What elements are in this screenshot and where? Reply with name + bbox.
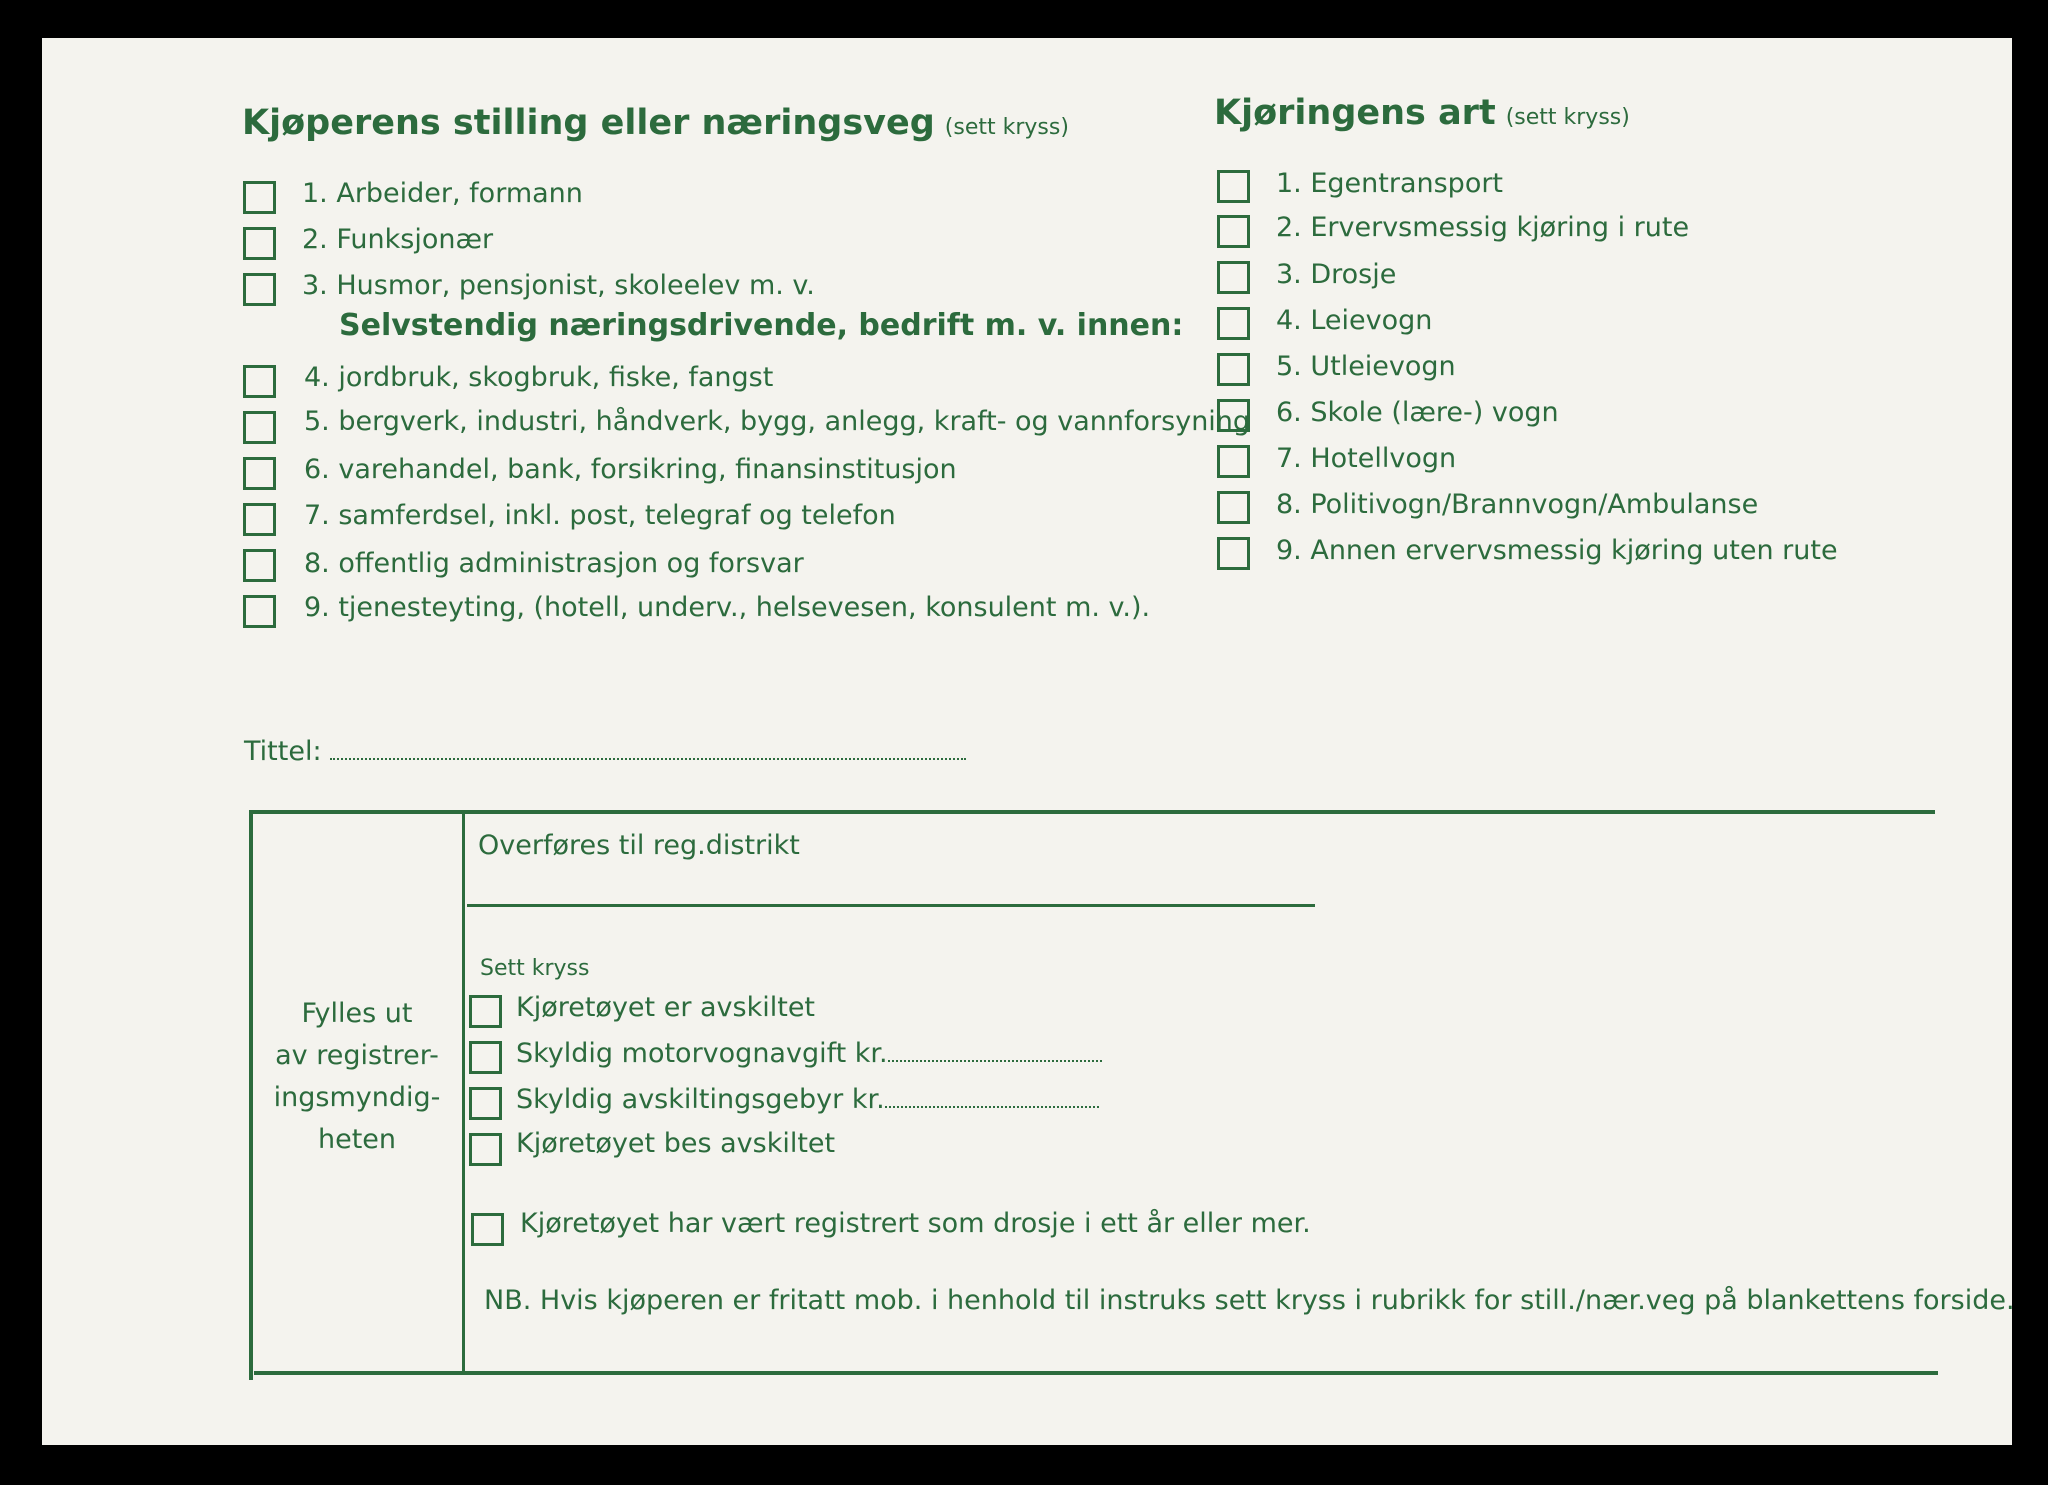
checkbox-rute[interactable] bbox=[1217, 215, 1250, 248]
checkbox-avskiltet[interactable] bbox=[469, 995, 502, 1028]
option-funksjonaer: 2. Funksjonær bbox=[302, 224, 494, 255]
checkbox-motorvognavgift[interactable] bbox=[469, 1041, 502, 1074]
option-offentlig: 8. offentlig administrasjon og forsvar bbox=[304, 548, 804, 579]
option-hotellvogn: 7. Hotellvogn bbox=[1276, 443, 1457, 474]
subheading-selvstendig: Selvstendig næringsdrivende, bedrift m. v. innen: bbox=[339, 308, 1184, 343]
checkbox-egentransport[interactable] bbox=[1217, 170, 1250, 203]
side-label-line-2: av registrer- bbox=[275, 1040, 439, 1071]
checkbox-bergverk[interactable] bbox=[243, 411, 276, 444]
bottom-box-bottom-border bbox=[254, 1371, 1938, 1375]
checkbox-utleievogn[interactable] bbox=[1217, 353, 1250, 386]
side-label-line-4: heten bbox=[317, 1124, 397, 1155]
option-samferdsel: 7. samferdsel, inkl. post, telegraf og telefon bbox=[304, 500, 896, 531]
checkbox-funksjonaer[interactable] bbox=[243, 227, 276, 260]
checkbox-annen[interactable] bbox=[1217, 537, 1250, 570]
sett-kryss-label: Sett kryss bbox=[480, 956, 590, 981]
right-title-hint: (sett kryss) bbox=[1505, 105, 1630, 130]
motorvognavgift-label: Skyldig motorvognavgift kr. bbox=[516, 1038, 888, 1069]
tittel-field[interactable] bbox=[244, 736, 966, 767]
option-skolevogn: 6. Skole (lære-) vogn bbox=[1276, 397, 1559, 428]
side-label-line-1: Fylles ut bbox=[301, 998, 413, 1029]
checkbox-arbeider[interactable] bbox=[243, 181, 276, 214]
option-arbeider: 1. Arbeider, formann bbox=[302, 178, 583, 209]
checkbox-hotellvogn[interactable] bbox=[1217, 445, 1250, 478]
checkbox-offentlig[interactable] bbox=[243, 549, 276, 582]
option-annen: 9. Annen ervervsmessig kjøring uten rute bbox=[1276, 535, 1838, 566]
checkbox-drosje-ett-ar[interactable] bbox=[471, 1213, 504, 1246]
option-husmor: 3. Husmor, pensjonist, skoleelev m. v. bbox=[302, 270, 815, 301]
option-egentransport: 1. Egentransport bbox=[1276, 168, 1504, 199]
option-bergverk: 5. bergverk, industri, håndverk, bygg, anlegg, kraft- og vannforsyning bbox=[304, 406, 1251, 437]
checkbox-leievogn[interactable] bbox=[1217, 307, 1250, 340]
transfer-label: Overføres til reg.distrikt bbox=[478, 830, 800, 861]
motorvognavgift-amount-line[interactable] bbox=[888, 1060, 1102, 1062]
bottom-box-left-border bbox=[249, 810, 253, 1380]
checkbox-tjenesteyting[interactable] bbox=[243, 595, 276, 628]
form-sheet bbox=[42, 38, 2015, 1445]
option-tjenesteyting: 9. tjenesteyting, (hotell, underv., helsevesen, konsulent m. v.). bbox=[304, 592, 1151, 623]
check-avskiltet: Kjøretøyet er avskiltet bbox=[516, 992, 816, 1023]
check-drosje-ett-ar: Kjøretøyet har vært registrert som drosje i ett år eller mer. bbox=[520, 1208, 1311, 1239]
option-politivogn: 8. Politivogn/Brannvogn/Ambulanse bbox=[1276, 489, 1759, 520]
option-jordbruk: 4. jordbruk, skogbruk, fiske, fangst bbox=[304, 362, 774, 393]
check-avskiltingsgebyr bbox=[516, 1084, 1099, 1115]
checkbox-varehandel[interactable] bbox=[243, 457, 276, 490]
checkbox-husmor[interactable] bbox=[243, 273, 276, 306]
left-title-text: Kjøperens stilling eller næringsveg bbox=[242, 103, 935, 143]
transfer-line[interactable] bbox=[467, 904, 1315, 907]
bottom-box-top-border bbox=[249, 810, 1935, 814]
checkbox-bes-avskiltet[interactable] bbox=[469, 1133, 502, 1166]
left-section-title bbox=[242, 103, 1069, 143]
option-leievogn: 4. Leievogn bbox=[1276, 305, 1433, 336]
right-title-text: Kjøringens art bbox=[1214, 93, 1496, 133]
option-varehandel: 6. varehandel, bank, forsikring, finansinstitusjon bbox=[304, 454, 957, 485]
option-drosje: 3. Drosje bbox=[1276, 259, 1397, 290]
checkbox-samferdsel[interactable] bbox=[243, 503, 276, 536]
avskiltingsgebyr-amount-line[interactable] bbox=[885, 1106, 1099, 1108]
tittel-dotted-line bbox=[330, 758, 966, 760]
checkbox-jordbruk[interactable] bbox=[243, 365, 276, 398]
avskiltingsgebyr-label: Skyldig avskiltingsgebyr kr. bbox=[516, 1084, 885, 1115]
left-title-hint: (sett kryss) bbox=[944, 115, 1069, 140]
checkbox-politivogn[interactable] bbox=[1217, 491, 1250, 524]
checkbox-avskiltingsgebyr[interactable] bbox=[469, 1087, 502, 1120]
nb-note: NB. Hvis kjøperen er fritatt mob. i henhold til instruks sett kryss i rubrikk for still./nær.veg på blankettens forside. bbox=[484, 1285, 2015, 1316]
check-bes-avskiltet: Kjøretøyet bes avskiltet bbox=[516, 1128, 836, 1159]
option-utleievogn: 5. Utleievogn bbox=[1276, 351, 1456, 382]
registry-side-label bbox=[272, 993, 442, 1161]
checkbox-skolevogn[interactable] bbox=[1217, 399, 1250, 432]
side-label-line-3: ingsmyndig- bbox=[273, 1082, 441, 1113]
option-rute: 2. Ervervsmessig kjøring i rute bbox=[1276, 212, 1690, 243]
tittel-label: Tittel: bbox=[244, 736, 322, 767]
right-section-title bbox=[1214, 93, 1630, 133]
checkbox-drosje[interactable] bbox=[1217, 261, 1250, 294]
check-motorvognavgift bbox=[516, 1038, 1102, 1069]
bottom-box-divider bbox=[462, 813, 465, 1373]
